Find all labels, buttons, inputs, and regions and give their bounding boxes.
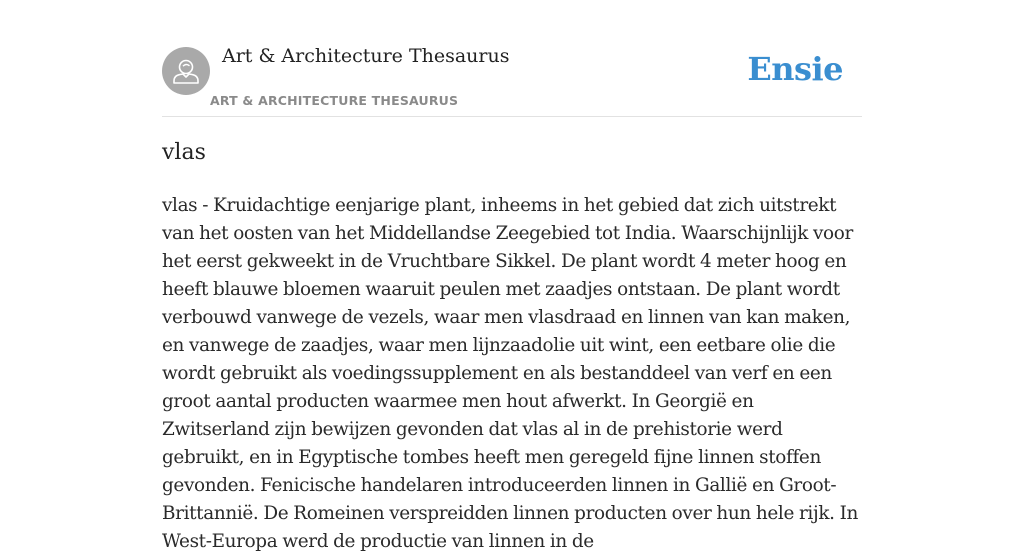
definition-text: vlas - Kruidachtige eenjarige plant, inheems in het gebied dat zich uitstrekt van het oosten van het Middellandse Zeegebied tot India. Waarschijnlijk voor het eerst gekweekt in de Vruchtbare Sikkel. De plant wordt 4 meter hoog en heeft blauwe bloemen waaruit peulen met zaadjes ontstaan. De plant wordt verbouwd vanwege de vezels, waar men vlasdraad en linnen van kan maken, en vanwege de zaadjes, waar men lijnzaadolie uit wint, een eetbare olie die wordt gebruikt als voedingssupplement en als bestanddeel van verf en een groot aantal producten waarmee men hout afwerkt. In Georgië en Zwitserland zijn bewijzen gevonden dat vlas al in de prehistorie werd gebruikt, en in Egyptische tombes heeft men geregeld fijne linnen stoffen gevonden. Fenicische handelaren introduceerden linnen in Gallië en Groot-Brittannië. De Romeinen verspreidden linnen producten over hun hele rijk. In West-Europa werd de productie van linnen in de bbox=[162, 195, 859, 552]
header bbox=[162, 0, 862, 117]
avatar[interactable] bbox=[162, 47, 210, 95]
user-icon bbox=[162, 47, 210, 95]
source-link[interactable]: ART & ARCHITECTURE THESAURUS bbox=[210, 93, 459, 108]
brand-logo[interactable]: Ensie bbox=[747, 50, 843, 88]
page-title: vlas bbox=[162, 140, 206, 165]
author-name[interactable]: Art & Architecture Thesaurus bbox=[222, 45, 510, 67]
